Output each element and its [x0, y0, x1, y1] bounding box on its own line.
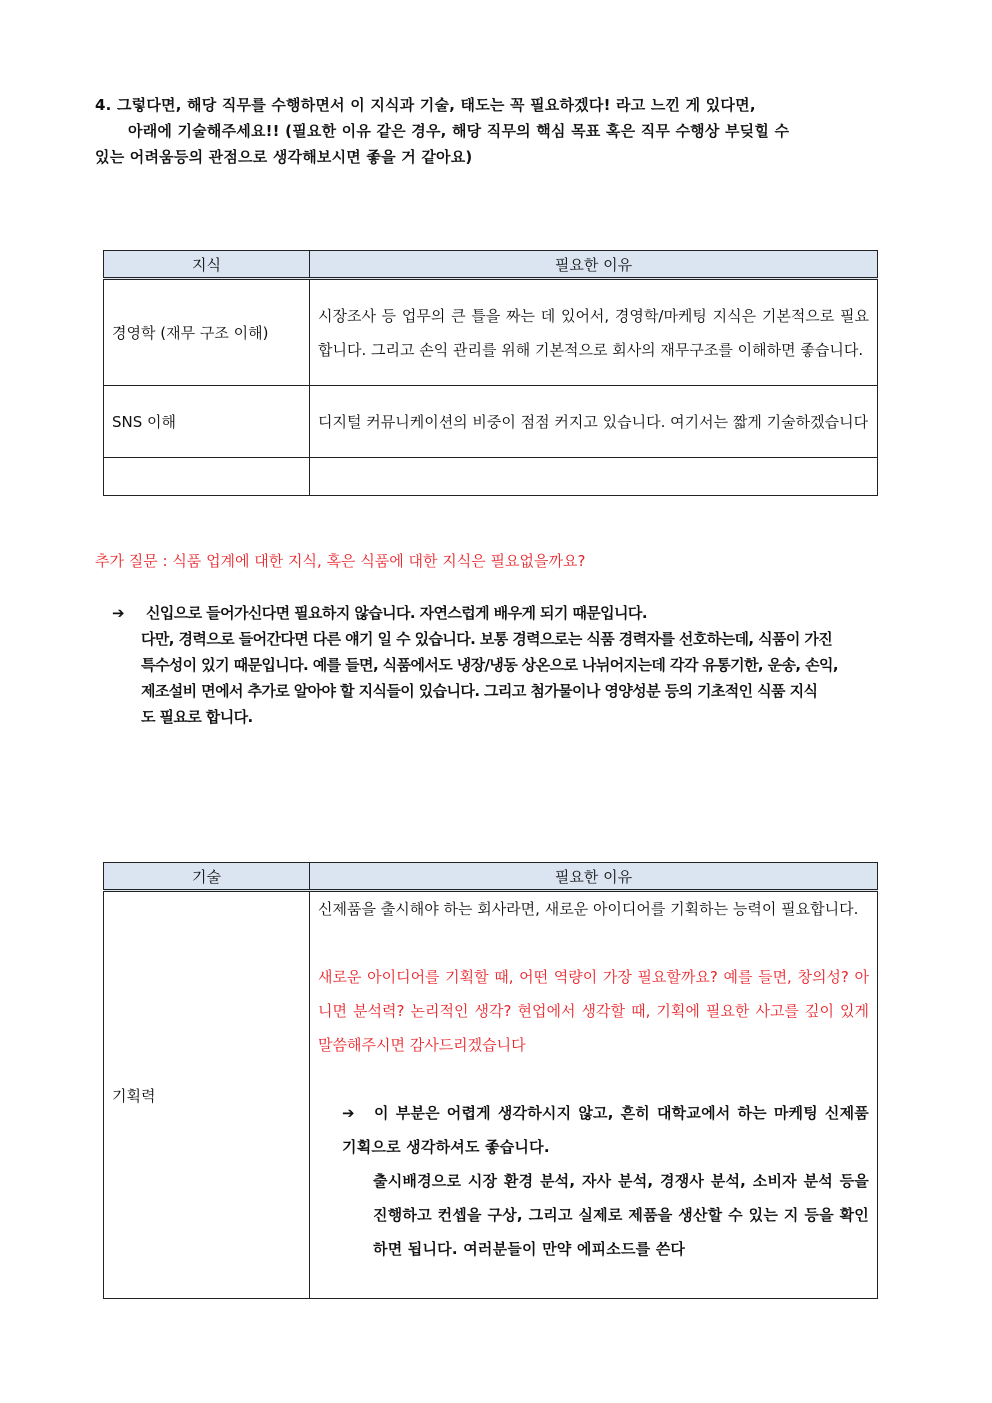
skill-reason-text: 신제품을 출시해야 하는 회사라면, 새로운 아이디어를 기획하는 능력이 필요합니다.: [318, 900, 859, 918]
answer-1-first-text: 신입으로 들어가신다면 필요하지 않습니다. 자연스럽게 배우게 되기 때문입니다.: [146, 604, 647, 622]
skill-item: 기획력: [104, 891, 310, 1299]
answer-1-line: 제조설비 면에서 추가로 알아야 할 지식들이 있습니다. 그리고 첨가물이나 영양성분 등의 기초적인 식품 지식: [141, 682, 818, 700]
arrow-right-icon: ➔: [342, 1104, 355, 1122]
table-row: [104, 386, 878, 458]
knowledge-table-header: [104, 251, 878, 279]
knowledge-item: SNS 이해: [104, 386, 310, 458]
skill-answer-rest: 출시배경으로 시장 환경 분석, 자사 분석, 경쟁사 분석, 소비자 분석 등을 진행하고 컨셉을 구상, 그리고 실제로 제품을 생산할 수 있는 지 등을 확인 하면 됩니다. 여러분들이 만약 에피소드를 쓴다: [373, 1172, 869, 1258]
table-row: [104, 458, 878, 496]
answer-1-first-line: [112, 600, 902, 626]
question-4: [95, 92, 900, 170]
question-4-line-1: 4. 그렇다면, 해당 직무를 수행하면서 이 지식과 기술, 태도는 꼭 필요하겠다! 라고 느낀 게 있다면,: [95, 96, 756, 114]
header-reason: 필요한 이유: [310, 251, 878, 279]
knowledge-table: [103, 250, 878, 496]
header-knowledge: 지식: [104, 251, 310, 279]
skill-answer: [318, 1096, 869, 1266]
skill-table: [103, 862, 878, 1299]
answer-1-line: 다만, 경력으로 들어간다면 다른 얘기 일 수 있습니다. 보통 경력으로는 식품 경력자를 선호하는데, 식품이 가진: [141, 630, 833, 648]
spacer: [318, 1062, 869, 1096]
answer-1-line: 특수성이 있기 때문입니다. 예를 들면, 식품에서도 냉장/냉동 상온으로 나뉘어지는데 각각 유통기한, 운송, 손익,: [141, 656, 839, 674]
spacer: [318, 926, 869, 960]
table-row: [104, 279, 878, 386]
skill-answer-first: [342, 1096, 869, 1164]
knowledge-reason: [310, 458, 878, 496]
skill-reason: [310, 891, 878, 1299]
arrow-right-icon: ➔: [112, 604, 124, 622]
answer-1-line: 도 필요로 합니다.: [141, 708, 253, 726]
knowledge-item: [104, 458, 310, 496]
question-4-line-2: 아래에 기술해주세요!! (필요한 이유 같은 경우, 해당 직무의 핵심 목표 혹은 직무 수행상 부딪힐 수: [128, 122, 790, 140]
knowledge-reason: 시장조사 등 업무의 큰 틀을 짜는 데 있어서, 경영학/마케팅 지식은 기본적으로 필요합니다. 그리고 손익 관리를 위해 기본적으로 회사의 재무구조를 이해하면 좋습니다.: [310, 279, 878, 386]
knowledge-item: 경영학 (재무 구조 이해): [104, 279, 310, 386]
table-row: [104, 891, 878, 1299]
header-skill: 기술: [104, 863, 310, 891]
knowledge-reason: 디지털 커뮤니케이션의 비중이 점점 커지고 있습니다. 여기서는 짧게 기술하겠습니다: [310, 386, 878, 458]
skill-table-header: [104, 863, 878, 891]
question-4-line-3: 있는 어려움등의 관점으로 생각해보시면 좋을 거 같아요): [95, 148, 473, 166]
skill-answer-first-text: 이 부분은 어렵게 생각하시지 않고, 흔히 대학교에서 하는 마케팅 신제품 기획으로 생각하셔도 좋습니다.: [342, 1104, 869, 1156]
skill-followup-question: 새로운 아이디어를 기획할 때, 어떤 역량이 가장 필요할까요? 예를 들면, 창의성? 아니면 분석력? 논리적인 생각? 현업에서 생각할 때, 기획에 필요한 사고를 깊이 있게 말씀해주시면 감사드리겠습니다: [318, 968, 869, 1054]
answer-1: [112, 600, 902, 730]
extra-question: 추가 질문 : 식품 업계에 대한 지식, 혹은 식품에 대한 지식은 필요없을까요?: [95, 552, 586, 570]
header-reason: 필요한 이유: [310, 863, 878, 891]
